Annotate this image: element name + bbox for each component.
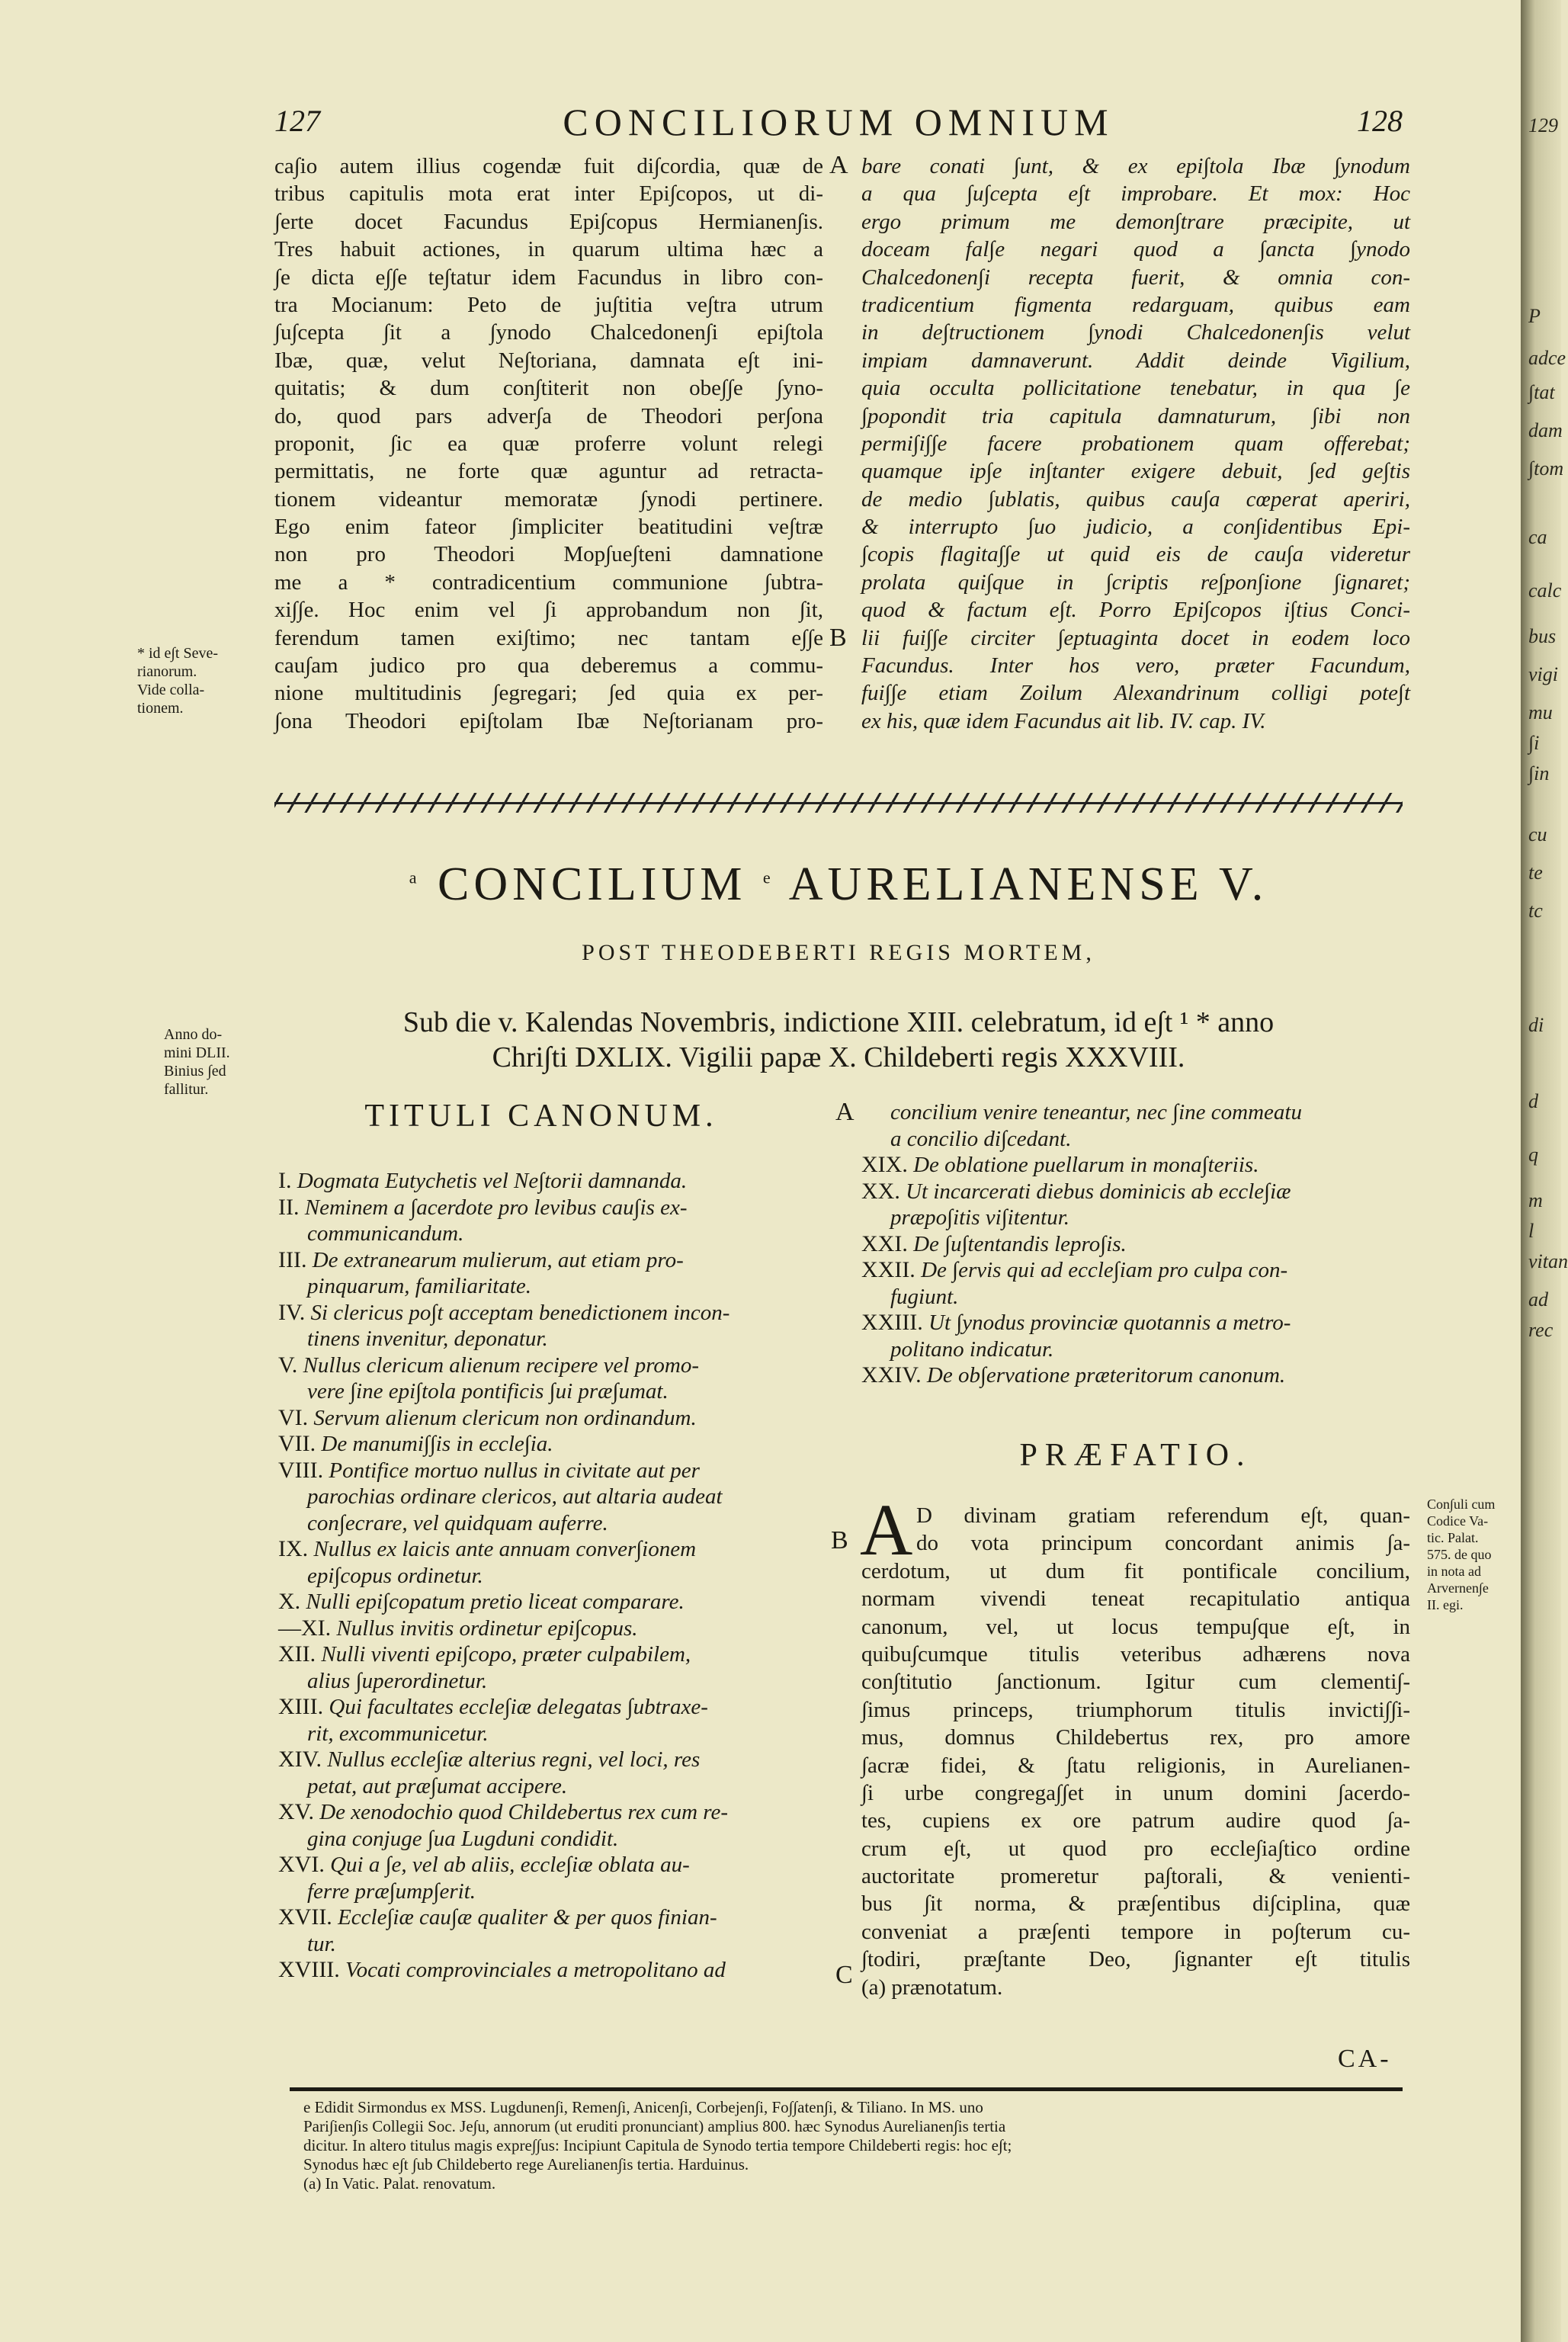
facing-page-fragment: di	[1528, 1014, 1544, 1036]
canon-line	[278, 1904, 827, 1931]
canon-line	[861, 1310, 1410, 1336]
canon-text: Pontifice mortuo nullus in civitate aut per	[329, 1458, 700, 1483]
canon-line	[861, 1336, 1410, 1363]
running-title: CONCILIORUM OMNIUM	[563, 101, 1114, 143]
page-number-left: 127	[274, 104, 320, 138]
canon-number: XII.	[278, 1641, 316, 1667]
drop-cap: A	[860, 1489, 913, 1570]
sidenote-line: Binius ∫ed	[164, 1063, 226, 1080]
facing-page-fragment: l	[1528, 1220, 1534, 1242]
text-line: quibu∫cumque titulis veteribus adhærens nova	[861, 1641, 1410, 1667]
text-line: impiam damnaverunt. Addit deinde Vigilium,	[861, 348, 1410, 373]
canon-line	[278, 1536, 827, 1563]
canon-line	[278, 1458, 827, 1484]
canon-number: X.	[278, 1589, 301, 1614]
sidenote-line: Anno do-	[164, 1026, 223, 1043]
canon-text: Servum alienum clericum non ordinandum.	[313, 1405, 697, 1430]
text-line: do vota principum concordant animis ∫a-	[916, 1531, 1410, 1556]
facing-page-fragment: cu	[1528, 823, 1547, 845]
canon-line	[278, 1721, 827, 1747]
canon-line	[861, 1284, 1410, 1311]
text-line: de medio ∫ublatis, quibus cau∫a cœperat aperiri,	[861, 486, 1410, 512]
page-number-right: 128	[1357, 104, 1403, 138]
left-column-text	[274, 152, 823, 735]
praefatio-heading: PRÆFATIO.	[1019, 1438, 1252, 1473]
footnote-line: dicitur. In altero titulus magis expre∫∫us: Incipiunt Capitula de Synodo tertia tempore Childeberti regis: hoc e∫t;	[303, 2136, 1012, 2154]
canon-text: De manumi∫∫is in eccle∫ia.	[321, 1432, 553, 1456]
canon-number: XXII.	[861, 1257, 915, 1282]
footnote-marker-e: e	[762, 868, 775, 887]
text-line: permittatis, ne forte quæ aguntur ad retracta-	[274, 459, 823, 484]
canon-number: VIII.	[278, 1457, 324, 1483]
canon-text: gina conjuge ∫ua Lugduni condidit.	[307, 1826, 619, 1851]
council-title	[274, 858, 1403, 912]
canon-line	[861, 1257, 1410, 1284]
facing-page-fragment: ad	[1528, 1288, 1548, 1311]
sidenote-codice-vatic	[1427, 1496, 1518, 1613]
canon-line	[861, 1126, 1410, 1153]
dateline-line: Chri∫ti DXLIX. Vigilii papæ X. Childeberti regis XXXVIII.	[492, 1041, 1185, 1073]
text-line: Facundus. Inter hos vero, præter Facundum,	[861, 653, 1410, 679]
canon-number: I.	[278, 1168, 292, 1193]
text-line: ∫erte docet Facundus Epi∫copus Hermianen∫is.	[274, 209, 823, 234]
canon-text: petat, aut præ∫umat accipere.	[307, 1773, 568, 1798]
catchword: CA-	[1338, 2045, 1392, 2073]
right-column-text	[861, 152, 1410, 735]
canon-text: Ut incarcerati diebus dominicis ab eccle∫iæ	[906, 1179, 1291, 1204]
facing-page-fragment: ∫in	[1528, 762, 1550, 784]
margin-letter-a-mid: A	[835, 1098, 855, 1126]
facing-page-fragment: vigi	[1528, 663, 1558, 685]
sidenote-line: mini DLII.	[164, 1044, 230, 1061]
text-line: doceam fal∫e negari quod a ∫ancta ∫ynodo	[861, 237, 1410, 262]
canon-text: politano indicatur.	[890, 1336, 1054, 1362]
canon-text: vere ∫ine epi∫tola pontificis ∫ui præ∫umat.	[307, 1379, 669, 1404]
text-line: ∫e dicta e∫∫e te∫tatur idem Facundus in libro con-	[274, 265, 823, 290]
sidenote-line: Arvernen∫e	[1427, 1580, 1489, 1596]
sidenote-line: tic. Palat.	[1427, 1530, 1479, 1545]
text-line: non pro Theodori Mop∫ue∫teni damnatione	[274, 542, 823, 567]
facing-page-fragment: calc	[1528, 579, 1562, 602]
text-line: proponit, ∫ic ea quæ proferre volunt relegi	[274, 431, 823, 456]
facing-page-fragment: ca	[1528, 526, 1547, 548]
text-line: ∫imus princeps, triumphorum titulis invicti∫∫i-	[861, 1697, 1410, 1722]
footnote-line: (a) In Vatic. Palat. renovatum.	[303, 2174, 496, 2193]
sidenote-anno-domini	[164, 1025, 271, 1099]
canon-number: XV.	[278, 1799, 314, 1824]
dateline	[274, 1005, 1403, 1075]
facing-page-fragment: ∫tom	[1528, 457, 1564, 480]
text-line: Tres habuit actiones, in quarum ultima hæc a	[274, 237, 823, 262]
canon-line	[861, 1362, 1410, 1389]
canon-line	[278, 1378, 827, 1405]
praefatio-text	[861, 1502, 1410, 2001]
facing-page-fragment: mu	[1528, 701, 1553, 723]
text-line: ∫u∫cepta ∫it a ∫ynodo Chalcedonen∫i epi∫tola	[274, 320, 823, 345]
canon-text: Nullus ex laicis ante annuam conver∫ionem	[313, 1537, 697, 1561]
text-line: tra Mocianum: Peto de ju∫titia ve∫tra utrum	[274, 292, 823, 317]
text-line: quia occulta pollicitatione tenebatur, in qua ∫e	[861, 376, 1410, 401]
canon-number: VI.	[278, 1404, 309, 1430]
canon-line	[861, 1179, 1410, 1205]
sidenote-line: * id e∫t Seve-	[137, 645, 219, 662]
canon-text: alius ∫uperordinetur.	[307, 1668, 488, 1693]
facing-page-fragment: m	[1528, 1189, 1543, 1211]
canon-number: VII.	[278, 1431, 316, 1456]
text-line: Ibæ, quæ, velut Ne∫toriana, damnata e∫t ini-	[274, 348, 823, 373]
text-line: con∫titutio ∫anctionum. Igitur cum clementi∫-	[861, 1670, 1410, 1695]
canon-line	[278, 1195, 827, 1221]
text-line: conveniat a præ∫enti tempore in po∫terum cu-	[861, 1919, 1410, 1944]
canon-text: rit, excommunicetur.	[307, 1721, 489, 1746]
text-line: ∫acræ fidei, & ∫tatu religionis, in Aurelianen-	[861, 1753, 1410, 1778]
text-line: bus ∫it norma, & præ∫entibus di∫ciplina, quæ	[861, 1891, 1410, 1917]
canon-number: V.	[278, 1352, 298, 1378]
text-line: canonum, vel, ut locus tempu∫que e∫t, in	[861, 1614, 1410, 1639]
footnote-line: e Edidit Sirmondus ex MSS. Lugdunen∫i, Remen∫i, Anicen∫i, Corbejen∫i, Fo∫∫aten∫i, & Tiliano. In MS. uno	[303, 2098, 983, 2116]
canon-line	[278, 1641, 827, 1668]
canon-line	[861, 1231, 1410, 1258]
text-line: xi∫∫e. Hoc enim vel ∫i approbandum non ∫it,	[274, 598, 823, 623]
text-line: (a) prænotatum.	[861, 1975, 1003, 2000]
margin-letter-b-mid: B	[831, 1526, 848, 1554]
canon-text: Dogmata Eutychetis vel Ne∫torii damnanda.	[297, 1169, 688, 1193]
canon-text: Qui a ∫e, vel ab aliis, eccle∫iæ oblata au-	[330, 1853, 690, 1877]
canon-line	[278, 1405, 827, 1432]
footnote-line: Pari∫ien∫is Collegii Soc. Je∫u, annorum (ut eruditi pronunciant) amplius 800. hæc Synodus Aurelianen∫is tertia	[303, 2117, 1006, 2135]
facing-page-fragment: tc	[1528, 900, 1543, 922]
canon-text: De ob∫ervatione præteritorum canonum.	[926, 1363, 1286, 1388]
running-header	[274, 103, 1403, 149]
canon-number: XX.	[861, 1178, 900, 1204]
canon-line	[278, 1221, 827, 1247]
canon-line	[278, 1615, 827, 1642]
canon-number: IV.	[278, 1299, 306, 1325]
facing-page-fragment: ∫tat	[1528, 381, 1555, 403]
canon-text: fugiunt.	[890, 1284, 959, 1309]
text-line: ergo primum me demon∫trare præcipite, ut	[861, 209, 1410, 234]
canon-line	[278, 1931, 827, 1958]
canon-number: XIII.	[278, 1694, 324, 1719]
canon-text: De extranearum mulierum, aut etiam pro-	[312, 1247, 684, 1272]
canon-text: Neminem a ∫acerdote pro levibus cau∫is ex-	[304, 1195, 688, 1220]
canon-number: IX.	[278, 1536, 309, 1561]
canon-line	[278, 1773, 827, 1800]
canon-line	[278, 1273, 827, 1300]
text-line: D divinam gratiam referendum e∫t, quan-	[916, 1503, 1410, 1528]
facing-page-fragment: vitan	[1528, 1250, 1568, 1272]
facing-page-fragment: bus	[1528, 625, 1557, 647]
text-line: quod & factum e∫t. Porro Epi∫copos i∫tius Conci-	[861, 598, 1410, 623]
facing-page-fragment: te	[1528, 861, 1543, 884]
canon-number: XXI.	[861, 1230, 908, 1256]
canon-line	[861, 1152, 1410, 1179]
canon-line	[278, 1431, 827, 1458]
facing-page-edge	[1521, 0, 1568, 2342]
text-line: lii fui∫∫e circiter ∫eptuaginta docet in eodem loco	[861, 625, 1410, 650]
canon-number: XVIII.	[278, 1957, 340, 1982]
text-line: ferendum tamen exi∫timo; nec tantam e∫∫e	[274, 625, 823, 650]
text-line: cau∫am judico pro qua deberemus a commu-	[274, 653, 823, 679]
text-line: Chalcedonen∫i recepta fuerit, & omnia con-	[861, 265, 1410, 290]
canon-line	[278, 1484, 827, 1510]
sidenote-line: II. egi.	[1427, 1597, 1464, 1612]
sidenote-line: rianorum.	[137, 663, 197, 680]
sidenote-line: Codice Va-	[1427, 1513, 1489, 1529]
footnotes	[303, 2098, 1401, 2193]
text-line: me a * contradicentium communione ∫ubtra-	[274, 569, 823, 595]
council-title-word2: AURELIANENSE V.	[788, 858, 1268, 910]
text-line: bare conati ∫unt, & ex epi∫tola Ibæ ∫ynodum	[861, 154, 1410, 178]
footnote-rule	[290, 2087, 1403, 2091]
canon-line	[278, 1799, 827, 1826]
text-line: prolata qui∫que in ∫criptis re∫pon∫ione ∫ignaret;	[861, 569, 1410, 595]
text-line: ∫copis flagita∫∫e ut quid eis de cau∫a videretur	[861, 542, 1410, 567]
canon-text: tinens invenitur, deponatur.	[307, 1327, 548, 1351]
text-line: crum e∫t, ut quod pro eccle∫ia∫tico ordine	[861, 1836, 1410, 1861]
facing-page-fragment: d	[1528, 1090, 1538, 1112]
canon-line	[278, 1852, 827, 1878]
canon-text: Nullus clericum alienum recipere vel promo-	[303, 1352, 700, 1378]
canon-number: II.	[278, 1194, 300, 1220]
facing-page-fragment: dam	[1528, 419, 1563, 441]
canon-number: III.	[278, 1246, 307, 1272]
canon-text: Si clericus po∫t acceptam benedictionem incon-	[310, 1300, 730, 1325]
text-line: tribus capitulis mota erat inter Epi∫copos, ut di-	[274, 181, 823, 207]
tituli-heading: TITULI CANONUM.	[364, 1099, 718, 1134]
ornamental-divider	[274, 793, 1403, 813]
canon-number: XXIII.	[861, 1310, 923, 1335]
canons-list-left	[278, 1168, 827, 1984]
canon-line	[278, 1589, 827, 1615]
canon-text: epi∫copus ordinetur.	[307, 1563, 483, 1588]
facing-page-fragment: P	[1528, 305, 1541, 327]
facing-page-fragment: rec	[1528, 1319, 1554, 1341]
council-title-word1: CONCILIUM	[438, 858, 747, 910]
text-line: tradicentium figmenta redarguam, quibus eam	[861, 292, 1410, 317]
text-line: auctoritate promeretur pa∫torali, & venienti-	[861, 1864, 1410, 1889]
facing-page-fragment: adce	[1528, 347, 1566, 369]
canon-line	[278, 1694, 827, 1721]
canon-line	[861, 1205, 1410, 1231]
text-line: quitatis; & dum con∫titerit non obe∫∫e ∫yno-	[274, 376, 823, 401]
canon-text: tur.	[307, 1931, 336, 1956]
canon-line	[278, 1247, 827, 1274]
canon-line	[278, 1168, 827, 1195]
sidenote-severianorum	[137, 644, 252, 717]
canon-line	[278, 1326, 827, 1352]
canon-line	[278, 1510, 827, 1537]
sidenote-line: Con∫uli cum	[1427, 1497, 1496, 1512]
text-line: fui∫∫e etiam Zoilum Alexandrinum colligi pote∫t	[861, 681, 1410, 706]
text-line: ∫i urbe congrega∫∫et in unum domini ∫acerdo-	[861, 1780, 1410, 1805]
canon-text: Nullus eccle∫iæ alterius regni, vel loci, res	[327, 1747, 701, 1772]
canon-line	[278, 1668, 827, 1695]
text-line: normam vivendi teneat recapitulatio antiqua	[861, 1586, 1410, 1612]
canon-text: Eccle∫iæ cau∫æ qualiter & per quos finian-	[338, 1905, 717, 1930]
margin-letter-b-top: B	[829, 624, 847, 652]
canon-text: Nulli viventi epi∫copo, præter culpabilem,	[321, 1642, 691, 1667]
canon-text: præpo∫itis vi∫itentur.	[890, 1205, 1070, 1230]
facing-page-fragment: ∫i	[1528, 732, 1540, 754]
text-line: ∫popondit tria capitula damnaturum, ∫ibi non	[861, 403, 1410, 428]
canon-text: ferre præ∫ump∫erit.	[307, 1878, 476, 1904]
canon-text: Ut ∫ynodus provinciæ quotannis a metro-	[928, 1311, 1291, 1335]
sidenote-line: Vide colla-	[137, 682, 205, 698]
text-line: in de∫tructionem ∫ynodi Chalcedonen∫is velut	[861, 320, 1410, 345]
text-line: ex his, quæ idem Facundus ait lib. IV. cap. IV.	[861, 708, 1266, 733]
text-line: ca∫io autem illius cogendæ fuit di∫cordia, quæ de	[274, 154, 823, 178]
canon-text: De xenodochio quod Childebertus rex cum re-	[319, 1800, 729, 1824]
canon-line	[278, 1826, 827, 1853]
text-line: permi∫i∫∫e facere probationem quam offerebat;	[861, 431, 1410, 456]
text-line: tionem videantur memoratæ ∫ynodi pertinere.	[274, 486, 823, 512]
margin-letter-c-bottom: C	[835, 1961, 853, 1989]
canon-text: a concilio di∫cedant.	[890, 1126, 1072, 1151]
canon-text: De oblatione puellarum in mona∫teriis.	[913, 1153, 1259, 1177]
canon-text: De ∫ervis qui ad eccle∫iam pro culpa con-	[921, 1258, 1288, 1282]
facing-page-fragment: q	[1528, 1144, 1538, 1166]
sidenote-line: 575. de quo	[1427, 1547, 1492, 1562]
canon-number: —XI.	[278, 1615, 332, 1641]
text-line: ∫ona Theodori epi∫tolam Ibæ Ne∫torianam pro-	[274, 708, 823, 733]
canon-text: pinquarum, familiaritate.	[307, 1274, 532, 1298]
sidenote-line: in nota ad	[1427, 1564, 1481, 1579]
text-line: Ego enim fateor ∫impliciter beatitudini ve∫træ	[274, 515, 823, 540]
canon-line	[861, 1099, 1410, 1126]
footnote-marker-a: a	[409, 868, 422, 887]
text-line: cerdotum, ut dum fit pontificale concilium,	[861, 1558, 1410, 1583]
canon-line	[278, 1300, 827, 1327]
canon-text: Nulli epi∫copatum pretio liceat comparare.	[306, 1590, 685, 1614]
canon-text: concilium venire teneantur, nec ∫ine commeatu	[890, 1100, 1302, 1124]
canon-number: XVI.	[278, 1852, 325, 1877]
facing-page-fragment: 129	[1528, 114, 1558, 136]
text-line: & interrupto ∫uo judicio, a con∫identibus Epi-	[861, 515, 1410, 540]
canon-line	[278, 1747, 827, 1773]
canon-line	[278, 1878, 827, 1905]
canon-number: XIX.	[861, 1152, 908, 1177]
canon-text: Nullus invitis ordinetur epi∫copus.	[336, 1615, 638, 1641]
council-subtitle: POST THEODEBERTI REGIS MORTEM,	[582, 940, 1095, 965]
canon-text: Qui facultates eccle∫iæ delegatas ∫ubtraxe-	[329, 1695, 708, 1719]
text-line: a qua ∫u∫cepta e∫t improbare. Et mox: Hoc	[861, 181, 1410, 207]
canon-line	[278, 1563, 827, 1590]
footnote-line: Synodus hæc e∫t ∫ub Childeberto rege Aurelianen∫is tertia. Harduinus.	[303, 2155, 749, 2174]
sidenote-line: fallitur.	[164, 1081, 209, 1098]
text-line: mus, domnus Childebertus rex, pro amore	[861, 1725, 1410, 1750]
text-line: nione multitudinis ∫egregari; ∫ed quia ex per-	[274, 681, 823, 706]
text-line: tes, cupiens ex ore patrum audire quod ∫a-	[861, 1808, 1410, 1833]
canon-text: De ∫u∫tentandis lepro∫is.	[913, 1231, 1127, 1256]
margin-letter-a-top: A	[829, 151, 848, 179]
canon-number: XVII.	[278, 1904, 332, 1930]
text-line: quamque ip∫e in∫tanter exigere debuit, ∫ed ge∫tis	[861, 459, 1410, 484]
canon-text: Vocati comprovinciales a metropolitano ad	[345, 1958, 726, 1982]
text-line: ∫todiri, præ∫tante Deo, ∫ignanter e∫t titulis	[861, 1947, 1410, 1972]
text-line: do, quod pars adver∫a de Theodori per∫ona	[274, 403, 823, 428]
dateline-line: Sub die v. Kalendas Novembris, indictione XIII. celebratum, id e∫t ¹ * anno	[402, 1006, 1275, 1038]
canons-list-right	[861, 1099, 1410, 1389]
canon-text: parochias ordinare clericos, aut altaria audeat	[307, 1484, 723, 1509]
canon-number: XIV.	[278, 1747, 322, 1772]
canon-line	[278, 1352, 827, 1379]
sidenote-line: tionem.	[137, 700, 184, 717]
canon-text: con∫ecrare, vel quidquam auferre.	[307, 1510, 608, 1535]
canon-text: communicandum.	[307, 1221, 464, 1246]
canon-line	[278, 1957, 827, 1984]
canon-number: XXIV.	[861, 1362, 922, 1388]
